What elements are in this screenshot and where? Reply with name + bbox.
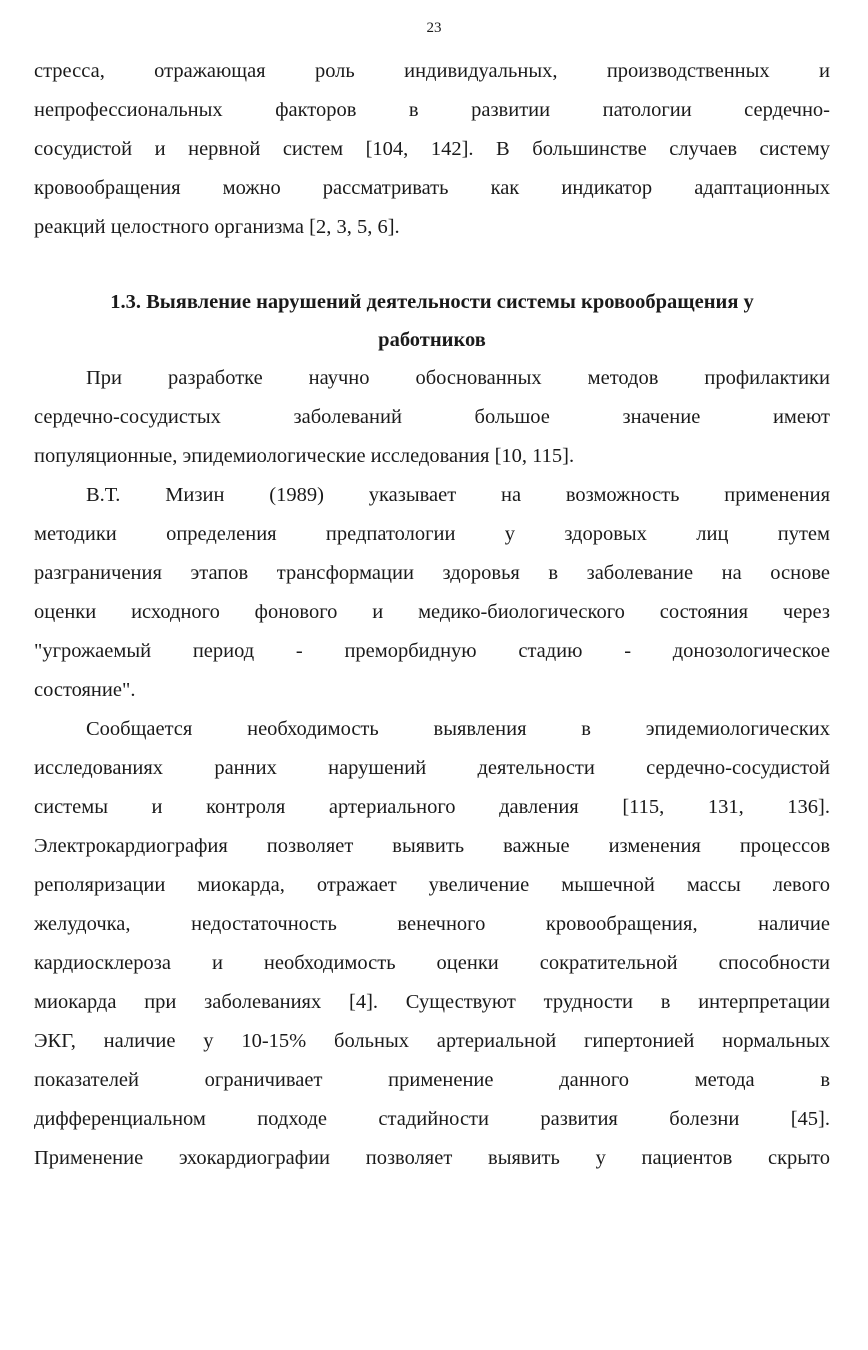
text-line: Применение эхокардиографии позволяет выявить у пациентов скрыто bbox=[34, 1147, 830, 1169]
text-line: кардиосклероза и необходимость оценки сократительной способности bbox=[34, 952, 830, 974]
section-heading-line: 1.3. Выявление нарушений деятельности системы кровообращения у bbox=[110, 291, 754, 313]
text-line: системы и контроля артериального давления [115, 131, 136]. bbox=[34, 796, 830, 818]
text-line: миокарда при заболеваниях [4]. Существуют трудности в интерпретации bbox=[34, 991, 830, 1013]
text-line: стресса, отражающая роль индивидуальных, производственных и bbox=[34, 60, 830, 82]
text-line: "угрожаемый период - преморбидную стадию - донозологическое bbox=[34, 640, 830, 662]
paragraph bbox=[34, 710, 830, 1178]
text-line: При разработке научно обоснованных методов профилактики bbox=[86, 367, 830, 389]
paragraph-continuation bbox=[34, 52, 830, 247]
text-line: реполяризации миокарда, отражает увеличение мышечной массы левого bbox=[34, 874, 830, 896]
text-line: Сообщается необходимость выявления в эпидемиологических bbox=[86, 718, 830, 740]
text-line: ЭКГ, наличие у 10-15% больных артериальной гипертонией нормальных bbox=[34, 1030, 830, 1052]
page-content bbox=[34, 52, 830, 1178]
text-line: исследованиях ранних нарушений деятельности сердечно-сосудистой bbox=[34, 757, 830, 779]
text-line: Электрокардиография позволяет выявить важные изменения процессов bbox=[34, 835, 830, 857]
paragraph bbox=[34, 476, 830, 710]
page-number: 23 bbox=[426, 20, 442, 36]
text-line: оценки исходного фонового и медико-биологического состояния через bbox=[34, 601, 830, 623]
text-line: реакций целостного организма [2, 3, 5, 6]. bbox=[34, 216, 400, 238]
paragraph bbox=[34, 359, 830, 476]
text-line: сердечно-сосудистых заболеваний большое значение имеют bbox=[34, 406, 830, 428]
text-line: сосудистой и нервной систем [104, 142]. В большинстве случаев систему bbox=[34, 138, 830, 160]
section-heading-line: работников bbox=[378, 329, 486, 351]
text-line: состояние". bbox=[34, 679, 136, 701]
section-heading bbox=[34, 283, 830, 359]
text-line: непрофессиональных факторов в развитии патологии сердечно- bbox=[34, 99, 830, 121]
text-line: В.Т. Мизин (1989) указывает на возможность применения bbox=[86, 484, 830, 506]
text-line: желудочка, недостаточность венечного кровообращения, наличие bbox=[34, 913, 830, 935]
text-line: показателей ограничивает применение данного метода в bbox=[34, 1069, 830, 1091]
text-line: популяционные, эпидемиологические исследования [10, 115]. bbox=[34, 445, 575, 467]
text-line: разграничения этапов трансформации здоровья в заболевание на основе bbox=[34, 562, 830, 584]
text-line: кровообращения можно рассматривать как индикатор адаптационных bbox=[34, 177, 830, 199]
text-line: дифференциальном подходе стадийности развития болезни [45]. bbox=[34, 1108, 830, 1130]
text-line: методики определения предпатологии у здоровых лиц путем bbox=[34, 523, 830, 545]
